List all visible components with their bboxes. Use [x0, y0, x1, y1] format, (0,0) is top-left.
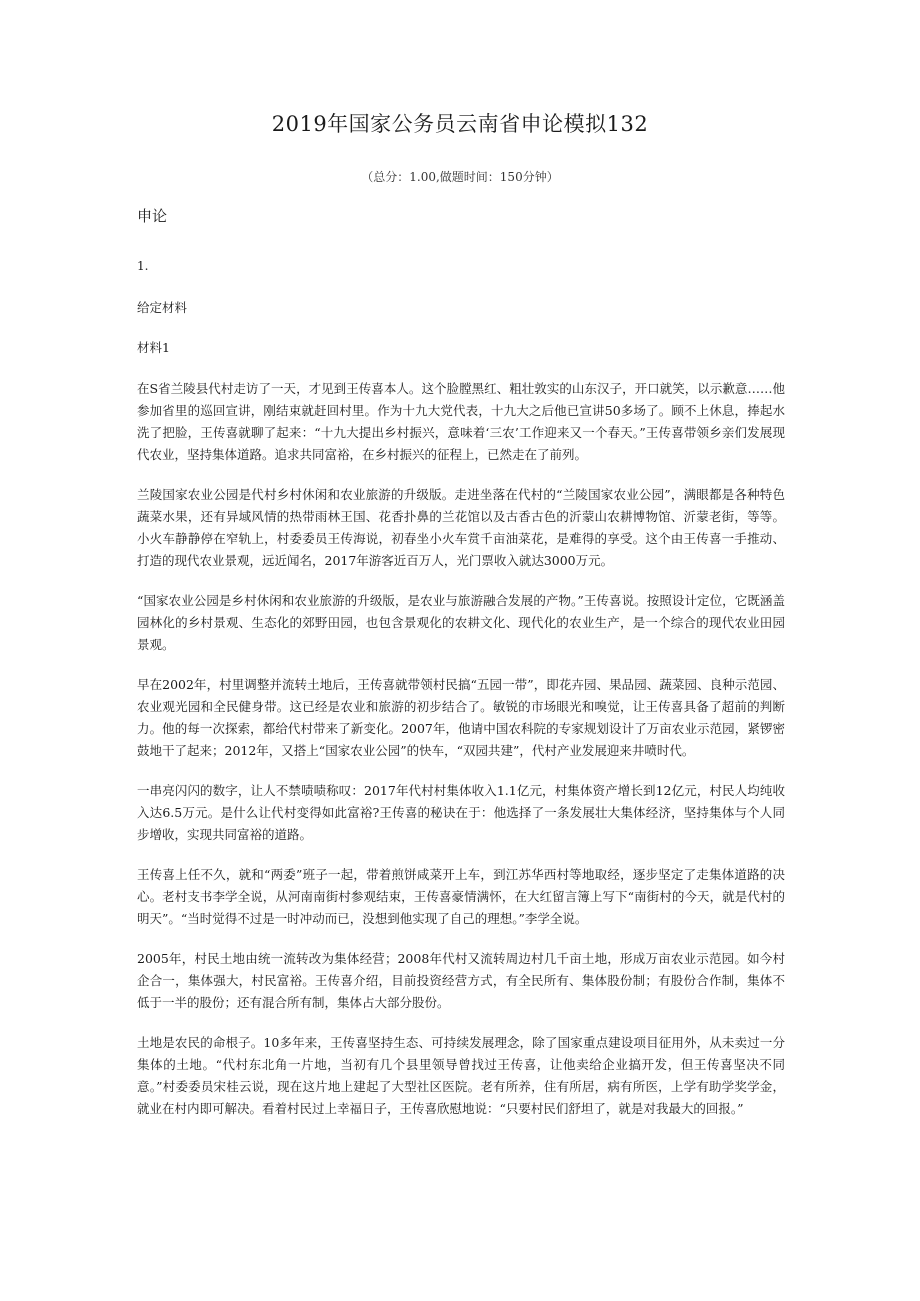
given-material-label: 给定材料 — [137, 300, 188, 315]
exam-meta: （总分：1.00,做题时间：150分钟） — [361, 170, 559, 184]
document-title: 2019年国家公务员云南省申论模拟132 — [271, 112, 649, 136]
paragraph: “国家农业公园是乡村休闲和农业旅游的升级版，是农业与旅游融合发展的产物。”王传喜说。按照设计定位，它既涵盖园林化的乡村景观、生态化的郊野田园，也包含景观化的农耕文化、现代化的农业生产，是一个综合的现代农业田园景观。 — [137, 593, 785, 652]
paragraph: 一串亮闪闪的数字，让人不禁啧啧称叹：2017年代村村集体收入1.1亿元，村集体资产增长到12亿元，村民人均纯收入达6.5万元。是什么让代村变得如此富裕?王传喜的秘诀在于：他选择了一条发展壮大集体经济，坚持集体与个人同步增收，实现共同富裕的道路。 — [137, 783, 785, 842]
paragraph: 土地是农民的命根子。10多年来，王传喜坚持生态、可持续发展理念，除了国家重点建设项目征用外，从未卖过一分集体的土地。“代村东北角一片地，当初有几个县里领导曾找过王传喜，让他卖给企业搞开发，但王传喜坚决不同意。”村委委员宋桂云说，现在这片地上建起了大型社区医院。老有所养，住有所居，病有所医，上学有助学奖学金，就业在村内即可解决。看着村民过上幸福日子，王传喜欣慰地说：“只要村民们舒坦了，就是对我最大的回报。” — [137, 1035, 785, 1116]
paragraph: 王传喜上任不久，就和“两委”班子一起，带着煎饼咸菜开上车，到江苏华西村等地取经，逐步坚定了走集体道路的决心。老村支书李学全说，从河南南街村参观结束，王传喜豪情满怀，在大红留言簿上写下“南街村的今天，就是代村的明天”。“当时觉得不过是一时冲动而已，没想到他实现了自己的理想。”李学全说。 — [137, 867, 785, 926]
material-body — [137, 378, 785, 1138]
question-number: 1. — [137, 259, 149, 273]
section-heading: 申论 — [137, 207, 168, 225]
paragraph: 早在2002年，村里调整并流转土地后，王传喜就带领村民搞“五园一带”，即花卉园、果品园、蔬菜园、良种示范园、农业观光园和全民健身带。这已经是农业和旅游的初步结合了。敏锐的市场眼光和嗅觉，让王传喜具备了超前的判断力。他的每一次探索，都给代村带来了新变化。2007年，他请中国农科院的专家规划设计了万亩农业示范园，紧锣密鼓地干了起来；2012年，又搭上“国家农业公园”的快车，“双园共建”，代村产业发展迎来井喷时代。 — [137, 677, 785, 758]
material-label: 材料1 — [137, 340, 170, 355]
paragraph: 2005年，村民土地由统一流转改为集体经营；2008年代村又流转周边村几千亩土地，形成万亩农业示范园。如今村企合一，集体强大，村民富裕。王传喜介绍，目前投资经营方式，有全民所有、集体股份制；有股份合作制，集体不低于一半的股份；还有混合所有制，集体占大部分股份。 — [137, 951, 785, 1010]
paragraph: 兰陵国家农业公园是代村乡村休闲和农业旅游的升级版。走进坐落在代村的“兰陵国家农业公园”，满眼都是各种特色蔬菜水果，还有异域风情的热带雨林王国、花香扑鼻的兰花馆以及古香古色的沂蒙山农耕博物馆、沂蒙老街，等等。小火车静静停在窄轨上，村委委员王传海说，初春坐小火车赏千亩油菜花，是难得的享受。这个由王传喜一手推动、打造的现代农业景观，远近闻名，2017年游客近百万人，光门票收入就达3000万元。 — [137, 487, 785, 568]
paragraph: 在S省兰陵县代村走访了一天，才见到王传喜本人。这个脸膛黑红、粗壮敦实的山东汉子，开口就笑，以示歉意……他参加省里的巡回宣讲，刚结束就赶回村里。作为十九大党代表，十九大之后他已宣讲50多场了。顾不上休息，捧起水洗了把脸，王传喜就聊了起来：“十九大提出乡村振兴，意味着‘三农’工作迎来又一个春天。”王传喜带领乡亲们发展现代农业，坚持集体道路。追求共同富裕，在乡村振兴的征程上，已然走在了前列。 — [137, 381, 785, 462]
